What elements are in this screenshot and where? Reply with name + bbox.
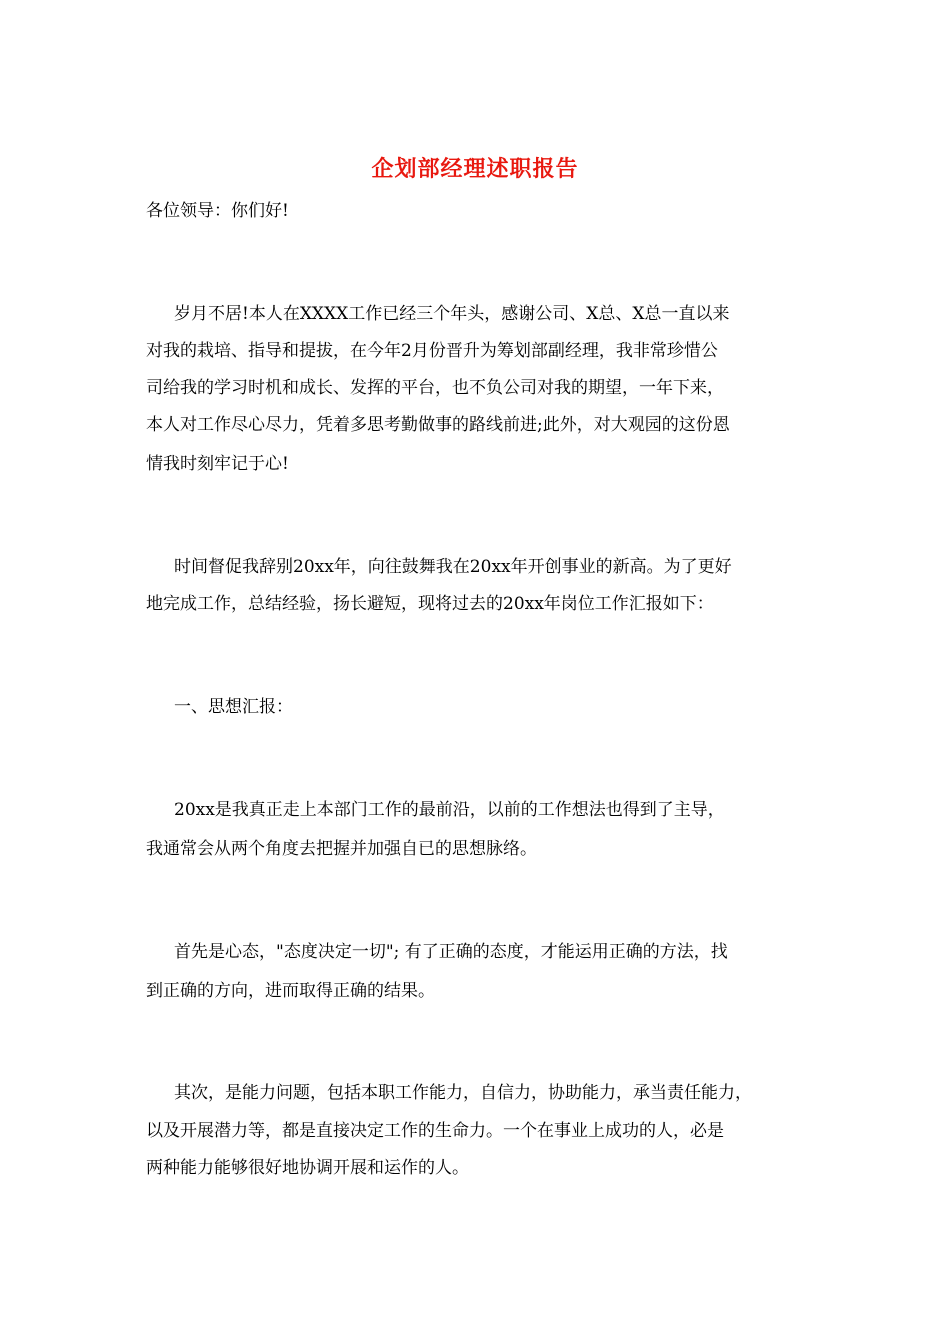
paragraph-line: 对我的栽培、指导和提拔，在今年2月份晋升为筹划部副经理，我非常珍惜公 (146, 341, 718, 361)
paragraph-line: 首先是心态，"态度决定一切"; 有了正确的态度，才能运用正确的方法，找 (174, 942, 728, 962)
paragraph-line: 司给我的学习时机和成长、发挥的平台，也不负公司对我的期望，一年下来， (146, 378, 724, 398)
paragraph-line: 我通常会从两个角度去把握并加强自已的思想脉络。 (146, 839, 537, 859)
paragraph-line: 地完成工作，总结经验，扬长避短，现将过去的20xx年岗位工作汇报如下： (146, 594, 714, 614)
paragraph-line: 到正确的方向，进而取得正确的结果。 (146, 981, 435, 1001)
section-heading-text: 一、思想汇报： (174, 697, 293, 717)
paragraph-line: 本人对工作尽心尽力，凭着多思考勤做事的路线前进;此外，对大观园的这份恩 (146, 415, 730, 435)
paragraph-line: 时间督促我辞别20xx年，向往鼓舞我在20xx年开创事业的新高。为了更好 (174, 557, 732, 577)
paragraph-line: 以及开展潜力等，都是直接决定工作的生命力。一个在事业上成功的人，必是 (146, 1121, 724, 1141)
paragraph-line: 其次，是能力问题，包括本职工作能力，自信力，协助能力，承当责任能力， (174, 1083, 752, 1103)
paragraph-line: 两种能力能够很好地协调开展和运作的人。 (146, 1158, 469, 1178)
paragraph-line: 20xx是我真正走上本部门工作的最前沿，以前的工作想法也得到了主导， (174, 800, 725, 820)
document-title: 企划部经理述职报告 (371, 156, 579, 182)
paragraph-line: 情我时刻牢记于心! (146, 454, 289, 474)
salutation: 各位领导：你们好! (146, 201, 289, 221)
paragraph-line: 岁月不居!本人在XXXX工作已经三个年头，感谢公司、X总、X总一直以来 (174, 304, 730, 324)
